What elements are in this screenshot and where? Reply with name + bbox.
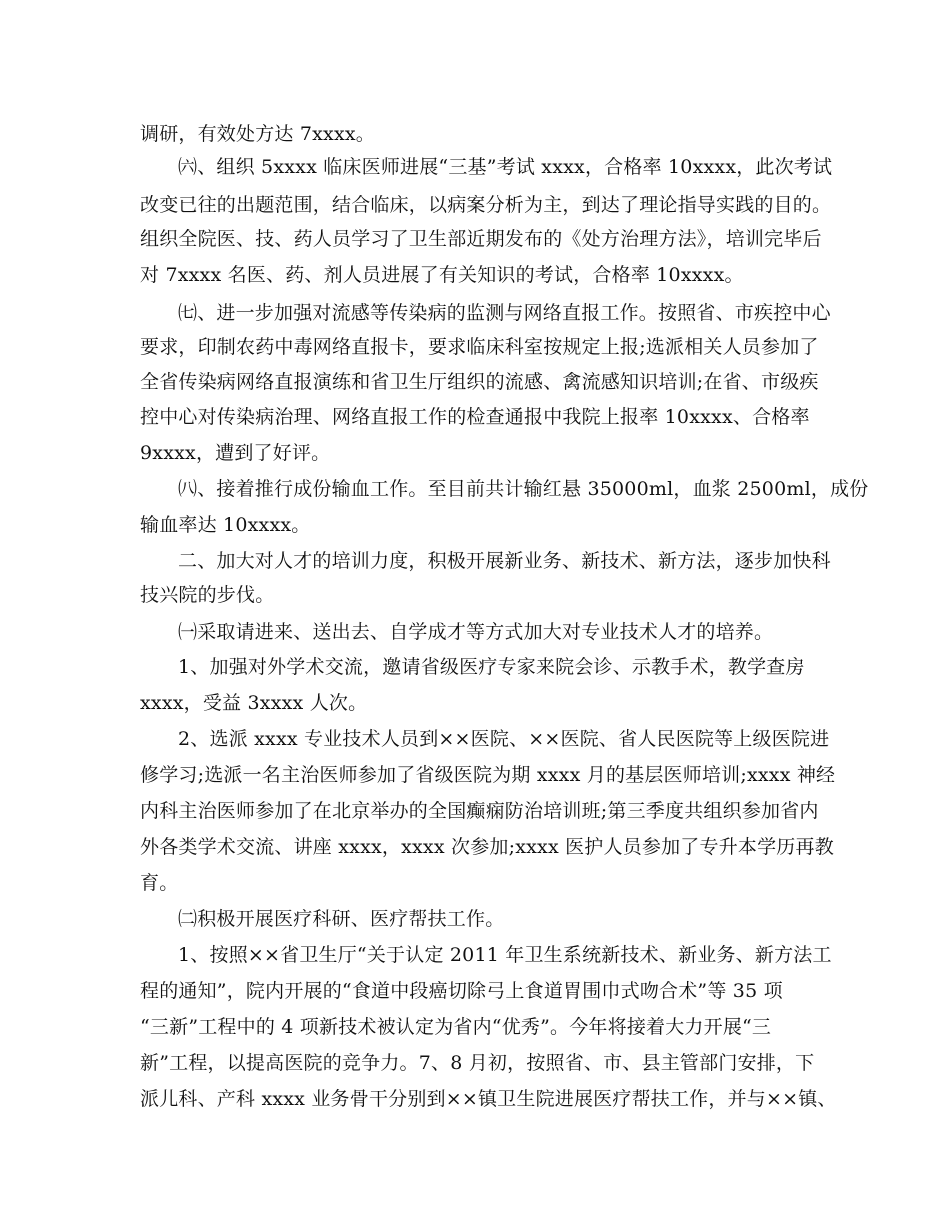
paragraph-line: ㈧、接着推行成份输血工作。至目前共计输红悬 35000ml，血浆 2500ml，成份 (178, 478, 869, 500)
paragraph-line: 派儿科、产科 xxxx 业务骨干分别到××镇卫生院进展医疗帮扶工作，并与××镇、 (140, 1088, 837, 1110)
paragraph-line: 对 7xxxx 名医、药、剂人员进展了有关知识的考试，合格率 10xxxx。 (140, 264, 744, 286)
paragraph-line: 内科主治医师参加了在北京举办的全国癫痫防治培训班;第三季度共组织参加省内 (140, 800, 819, 822)
section-heading-line: 二、加大对人才的培训力度，积极开展新业务、新技术、新方法，逐步加快科 (178, 550, 831, 572)
paragraph-line: 调研，有效处方达 7xxxx。 (140, 123, 375, 145)
subsection-heading-line: ㈡积极开展医疗科研、医疗帮扶工作。 (178, 908, 505, 930)
paragraph-line: ㈦、进一步加强对流感等传染病的监测与网络直报工作。按照省、市疾控中心 (178, 302, 831, 324)
paragraph-line: 2、选派 xxxx 专业技术人员到××医院、××医院、省人民医院等上级医院进 (178, 728, 830, 750)
section-heading-line: 技兴院的步伐。 (140, 584, 275, 606)
paragraph-line: 外各类学术交流、讲座 xxxx，xxxx 次参加;xxxx 医护人员参加了专升本学历再教 (140, 836, 834, 858)
subsection-heading-line: ㈠采取请进来、送出去、自学成才等方式加大对专业技术人才的培养。 (178, 621, 774, 643)
paragraph-line: xxxx，受益 3xxxx 人次。 (140, 692, 368, 714)
paragraph-line: ㈥、组织 5xxxx 临床医师进展“三基”考试 xxxx，合格率 10xxxx，此次考试 (178, 156, 833, 178)
paragraph-line: 全省传染病网络直报演练和省卫生厅组织的流感、禽流感知识培训;在省、市级疾 (140, 371, 819, 393)
paragraph-line: 修学习;选派一名主治医师参加了省级医院为期 xxxx 月的基层医师培训;xxxx 神经 (140, 764, 836, 786)
paragraph-line: 1、加强对外学术交流，邀请省级医疗专家来院会诊、示教手术，教学查房 (178, 656, 805, 678)
paragraph-line: 输血率达 10xxxx。 (140, 514, 311, 536)
paragraph-line: 新”工程，以提高医院的竞争力。7、8 月初，按照省、市、县主管部门安排，下 (140, 1052, 815, 1074)
paragraph-line: 组织全院医、技、药人员学习了卫生部近期发布的《处方治理方法》，培训完毕后 (140, 228, 822, 250)
paragraph-line: 控中心对传染病治理、网络直报工作的检查通报中我院上报率 10xxxx、合格率 (140, 406, 810, 428)
paragraph-line: 程的通知”，院内开展的“食道中段癌切除弓上食道胃围巾式吻合术”等 35 项 (140, 980, 783, 1002)
paragraph-line: 9xxxx，遭到了好评。 (140, 442, 331, 464)
paragraph-line: 改变已往的出题范围，结合临床，以病案分析为主，到达了理论指导实践的目的。 (140, 194, 832, 216)
paragraph-line: 要求，印制农药中毒网络直报卡，要求临床科室按规定上报;选派相关人员参加了 (140, 336, 819, 358)
paragraph-line: 1、按照××省卫生厅“关于认定 2011 年卫生系统新技术、新业务、新方法工 (178, 944, 832, 966)
paragraph-line: “三新”工程中的 4 项新技术被认定为省内“优秀”。今年将接着大力开展“三 (140, 1016, 772, 1038)
paragraph-line: 育。 (140, 872, 179, 894)
